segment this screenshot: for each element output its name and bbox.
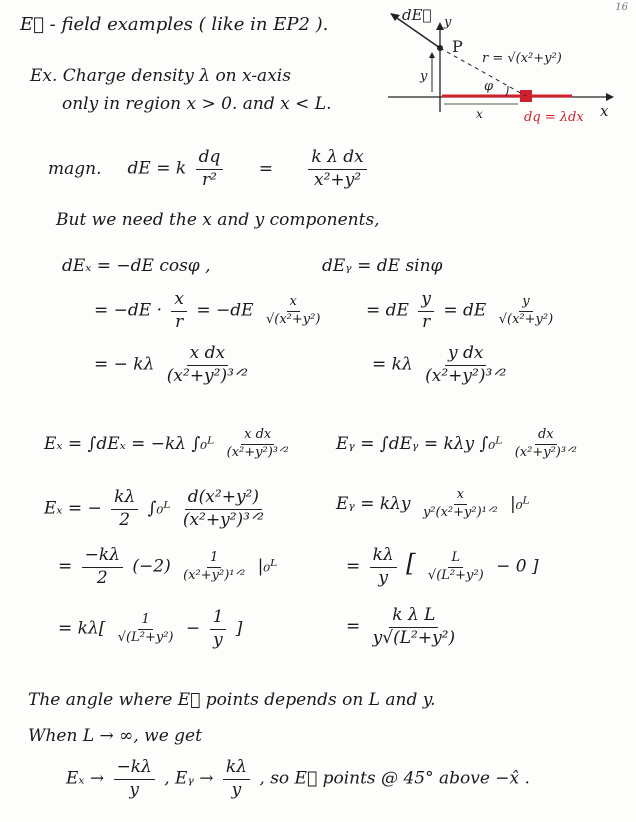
dex-l2-den2: √(x²+y²) <box>266 311 321 327</box>
ex-l3-eval: |₀ᴸ <box>257 556 278 577</box>
example-intro: Ex. Charge density λ on x-axis <box>30 66 291 86</box>
x-distance-label: x <box>476 107 483 121</box>
dey-l3-den: (x²+y²)³ᐟ² <box>425 365 507 386</box>
dex-l2-den1: r <box>175 311 184 332</box>
magn-label: magn. <box>48 158 102 179</box>
dey-l2-num1: y <box>418 290 434 312</box>
ex-l3-pre: = <box>58 556 73 577</box>
ey-l3-den: √(L²+y²) <box>427 567 484 583</box>
ex-l1-den: (x²+y²)³ᐟ² <box>226 444 289 460</box>
y-height-arrow <box>429 52 435 58</box>
phi-label: φ <box>484 79 494 94</box>
magn-den1: r² <box>201 169 217 190</box>
ey-l4-pre: = <box>346 616 361 637</box>
ey-l1-den: (x²+y²)³ᐟ² <box>514 444 577 460</box>
ex-line3 <box>58 546 277 588</box>
magn-num1: dq <box>196 148 224 170</box>
dey-line2 <box>366 290 560 332</box>
limit-ey-den: y <box>231 779 242 800</box>
ex-l4-num1: 1 <box>138 613 152 630</box>
limit-ey-pre: , Eᵧ → <box>164 768 214 789</box>
dey-line1: dEᵧ = dE sinφ <box>322 256 443 276</box>
ey-line4 <box>346 606 462 648</box>
ex-l4-num2: 1 <box>210 608 227 630</box>
ex-line4 <box>58 608 242 650</box>
ex-l2-kn: kλ <box>111 488 138 510</box>
ey-l2-pre: Eᵧ = kλy <box>336 493 411 514</box>
ey-l1-pre: Eᵧ = ∫dEᵧ = kλy ∫₀ᴸ <box>336 433 503 454</box>
ex-l3-num: 1 <box>207 551 221 568</box>
dex-l3-pre: = − kλ <box>94 354 155 375</box>
ey-l3-num: L <box>448 551 463 568</box>
ex-l4-den2: y <box>213 629 223 650</box>
ex-l2-pre: Eₓ = − <box>44 498 102 519</box>
dey-line3 <box>372 344 513 386</box>
dex-line2 <box>94 290 327 332</box>
dex-l3-den: (x²+y²)³ᐟ² <box>166 365 248 386</box>
dex-l2-pre: = −dE · <box>94 300 162 321</box>
ex-l2-int: ∫₀ᴸ <box>147 498 171 519</box>
page-number: 16 <box>615 2 628 13</box>
ex-l4-den1: √(L²+y²) <box>117 629 174 645</box>
x-axis-label: x <box>600 102 609 120</box>
dey-l3-num: y dx <box>445 344 486 366</box>
ey-l4-den: y√(L²+y²) <box>372 627 456 648</box>
limit-ey-num: kλ <box>223 758 250 780</box>
ex-l1-num: x dx <box>241 428 274 445</box>
dq-label: dq = λdx <box>524 110 584 124</box>
y-axis-arrow <box>436 22 444 30</box>
r-equation: r = √(x²+y²) <box>482 51 562 66</box>
limit-ex-pre: Eₓ → <box>66 768 105 789</box>
ey-l4-num: k λ L <box>389 606 438 628</box>
ex-l3-mid: (−2) <box>132 556 171 577</box>
limit-ex-den: y <box>129 779 139 800</box>
dey-l2-den1: r <box>422 311 431 332</box>
magn-num2: k λ dx <box>308 148 366 170</box>
ey-l3-pre: = <box>346 556 361 577</box>
magnitude-row <box>48 148 371 190</box>
ex-l3-kn: −kλ <box>82 546 123 568</box>
ex-l4-mid: − <box>185 618 201 639</box>
ey-line3 <box>346 546 539 588</box>
magn-lhs: dE = k <box>127 158 187 179</box>
ey-l2-den: y²(x²+y²)¹ᐟ² <box>422 504 498 520</box>
charge-diagram <box>382 4 618 124</box>
ey-line1 <box>336 428 584 461</box>
ex-l3-kd: 2 <box>96 567 108 588</box>
ey-l2-num: x <box>454 488 467 505</box>
ex-l4-end: ] <box>235 618 243 639</box>
point-p-label: P <box>452 37 463 56</box>
y-distance-label: y <box>420 69 428 84</box>
ey-l3-end: − 0 ] <box>496 556 539 577</box>
dey-l2-mid: = dE <box>443 300 487 321</box>
angle-note: The angle where E⃗ points depends on L and y. <box>28 690 436 710</box>
dex-l2-num1: x <box>171 290 187 312</box>
limit-row <box>66 758 530 800</box>
dex-l2-mid: = −dE <box>196 300 254 321</box>
dex-line3 <box>94 344 255 386</box>
ey-l3-kd: y <box>378 567 388 588</box>
ey-l1-num: dx <box>535 428 557 445</box>
dey-l3-pre: = kλ <box>372 354 413 375</box>
magn-den2: x²+y² <box>314 169 362 190</box>
ex-line2 <box>44 488 271 530</box>
limit-conclusion: , so E⃗ points @ 45° above −x̂ . <box>259 768 530 789</box>
de-label: dE⃗ <box>402 6 432 24</box>
dey-l2-den2: √(x²+y²) <box>498 311 554 327</box>
ex-l2-num: d(x²+y²) <box>185 488 262 510</box>
dey-l2-num2: y <box>519 295 532 312</box>
ey-l2-eval: |₀ᴸ <box>509 493 530 514</box>
magn-eq: = <box>258 158 273 179</box>
page-title: E⃗ - field examples ( like in EP2 ). <box>20 14 329 35</box>
limit-note: When L → ∞, we get <box>28 726 202 746</box>
ex-l1-pre: Eₓ = ∫dEₓ = −kλ ∫₀ᴸ <box>44 433 215 454</box>
dex-l2-num2: x <box>287 295 300 312</box>
dex-l3-num: x dx <box>187 344 228 366</box>
ex-l2-den: (x²+y²)³ᐟ² <box>182 509 264 530</box>
ey-l3-kn: kλ <box>370 546 397 568</box>
y-axis-label: y <box>444 15 452 30</box>
ey-l3-open: [ <box>406 549 416 578</box>
example-region: only in region x > 0. and x < L. <box>62 94 332 114</box>
ex-line1 <box>44 428 296 461</box>
ey-line2 <box>336 488 530 521</box>
ex-l3-den: (x²+y²)¹ᐟ² <box>183 567 246 583</box>
components-note: But we need the x and y components, <box>56 210 380 230</box>
ex-l2-kd: 2 <box>119 509 131 530</box>
dey-l2-pre: = dE <box>366 300 409 321</box>
x-axis-arrow <box>606 93 614 101</box>
ex-l4-pre: = kλ[ <box>58 618 106 639</box>
limit-ex-num: −kλ <box>114 758 155 780</box>
dex-line1: dEₓ = −dE cosφ , <box>62 256 211 276</box>
